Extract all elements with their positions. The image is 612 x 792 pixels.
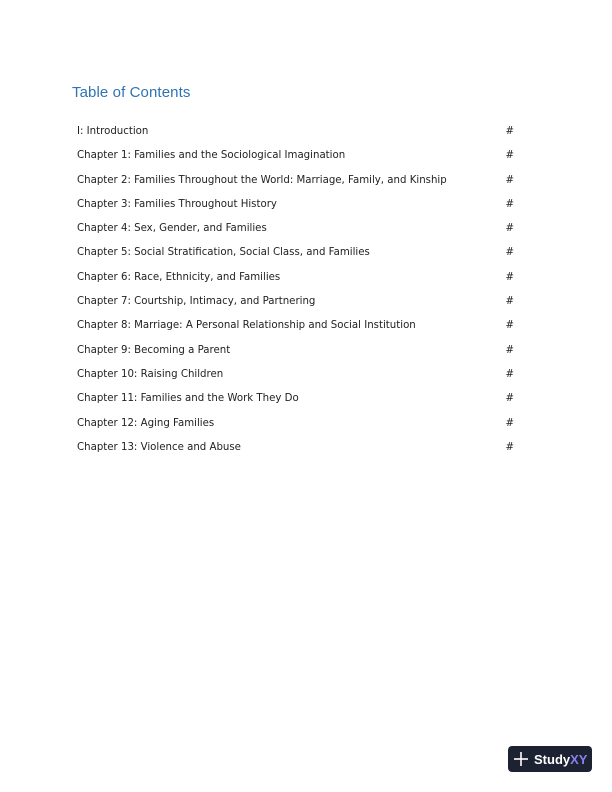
- toc-entry-label: Chapter 12: Aging Families: [77, 417, 215, 429]
- toc-entry-page-number: #: [505, 174, 514, 186]
- toc-entry-chapter-13[interactable]: [77, 440, 517, 464]
- toc-entry-page-number: #: [505, 417, 514, 429]
- toc-entry-page-number: #: [505, 344, 514, 356]
- toc-entry-label: Chapter 5: Social Stratification, Social Class, and Families: [77, 247, 370, 259]
- toc-entry-chapter-11[interactable]: [77, 391, 517, 415]
- toc-entry-chapter-12[interactable]: [77, 416, 517, 440]
- toc-entry-label: Chapter 1: Families and the Sociological Imagination: [77, 150, 346, 162]
- plus-icon: [514, 752, 528, 766]
- toc-entry-label: Chapter 4: Sex, Gender, and Families: [77, 223, 267, 235]
- toc-entry-page-number: #: [505, 247, 514, 259]
- toc-entry-page-number: #: [505, 296, 514, 308]
- toc-entry-introduction[interactable]: [77, 124, 517, 148]
- toc-entry-label: Chapter 9: Becoming a Parent: [77, 344, 231, 356]
- studyxy-logo-badge[interactable]: [508, 746, 592, 772]
- toc-entry-label: Chapter 11: Families and the Work They Do: [77, 393, 299, 405]
- logo-text-xy: XY: [570, 751, 588, 767]
- toc-entry-chapter-9[interactable]: [77, 343, 517, 367]
- toc-entry-page-number: #: [505, 441, 514, 453]
- toc-entry-label: Chapter 13: Violence and Abuse: [77, 441, 241, 453]
- toc-entry-label: Chapter 7: Courtship, Intimacy, and Partnering: [77, 296, 316, 308]
- toc-entry-label: Chapter 3: Families Throughout History: [77, 198, 277, 210]
- toc-entry-page-number: #: [505, 368, 514, 380]
- toc-entry-chapter-6[interactable]: [77, 270, 517, 294]
- logo-text-study: Study: [534, 751, 571, 767]
- toc-entry-page-number: #: [505, 223, 514, 235]
- toc-entry-label: Chapter 8: Marriage: A Personal Relationship and Social Institution: [77, 320, 416, 332]
- toc-entry-page-number: #: [505, 320, 514, 332]
- toc-entry-page-number: #: [505, 198, 514, 210]
- toc-entry-page-number: #: [505, 271, 514, 283]
- toc-list: [77, 124, 517, 464]
- toc-entry-label: Chapter 2: Families Throughout the World: Marriage, Family, and Kinship: [77, 174, 447, 186]
- toc-entry-label: Chapter 6: Race, Ethnicity, and Families: [77, 271, 281, 283]
- toc-entry-page-number: #: [505, 126, 514, 137]
- toc-entry-page-number: #: [505, 150, 514, 162]
- toc-entry-page-number: #: [505, 393, 514, 405]
- toc-entry-chapter-8[interactable]: [77, 318, 517, 342]
- toc-entry-chapter-2[interactable]: [77, 173, 517, 197]
- toc-entry-label: Chapter 10: Raising Children: [77, 368, 224, 380]
- toc-entry-chapter-4[interactable]: [77, 221, 517, 245]
- toc-entry-chapter-5[interactable]: [77, 245, 517, 269]
- toc-entry-chapter-7[interactable]: [77, 294, 517, 318]
- toc-entry-chapter-10[interactable]: [77, 367, 517, 391]
- toc-title: Table of Contents: [72, 84, 191, 101]
- toc-entry-chapter-1[interactable]: [77, 148, 517, 172]
- toc-entry-label: I: Introduction: [77, 126, 149, 137]
- toc-entry-chapter-3[interactable]: [77, 197, 517, 221]
